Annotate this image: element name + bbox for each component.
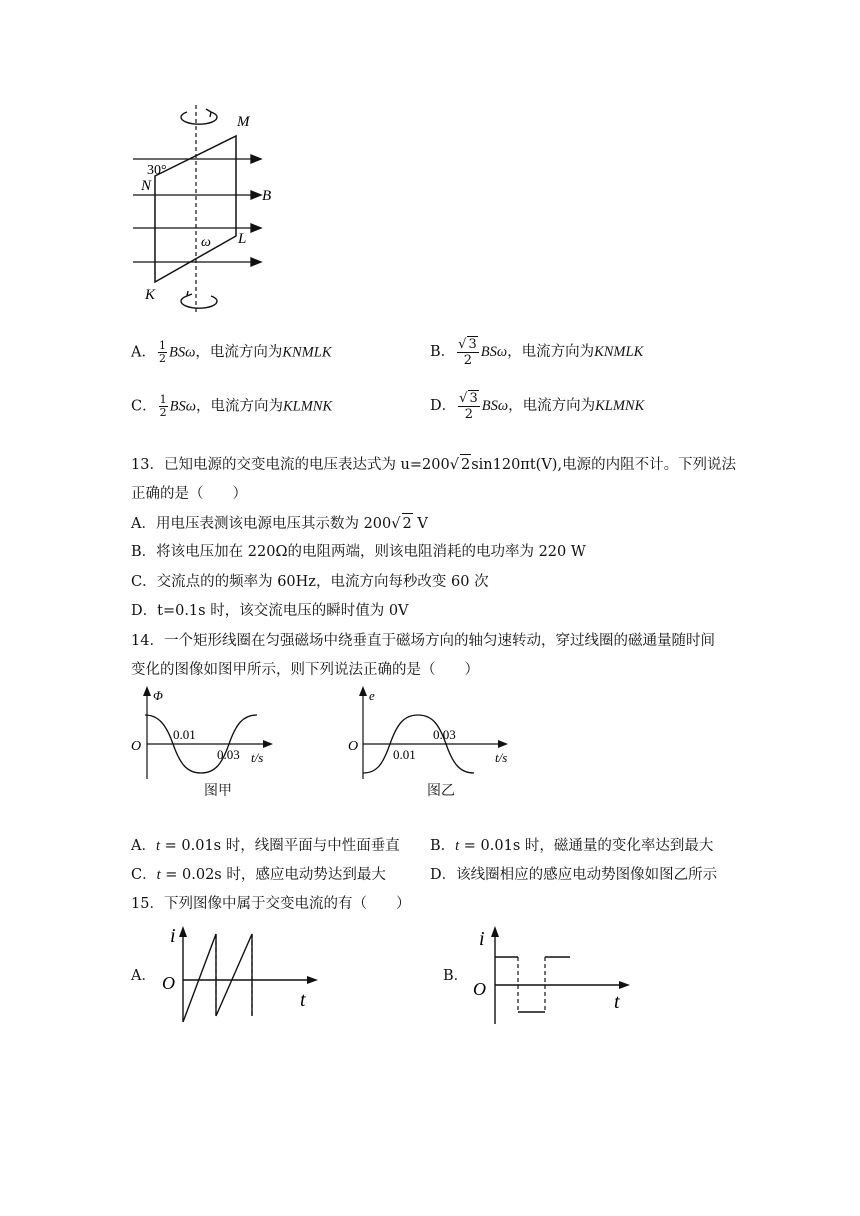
svg-text:L: L: [238, 231, 247, 247]
q14-option-d[interactable]: D．该线圈相应的感应电动势图像如图乙所示: [430, 867, 718, 883]
svg-text:ω: ω: [201, 235, 211, 250]
q15-stem: 15．下列图像中属于交变电流的有（ ）: [131, 896, 411, 912]
svg-text:t/s: t/s: [495, 750, 508, 765]
svg-text:0.03: 0.03: [217, 747, 240, 762]
svg-text:N: N: [141, 178, 152, 194]
svg-text:O: O: [162, 973, 175, 993]
svg-text:O: O: [473, 979, 486, 999]
svg-text:O: O: [348, 739, 359, 754]
q14-option-b[interactable]: B．t = 0.01s 时，磁通量的变化率达到最大: [430, 838, 714, 854]
rotation-arrow-top-icon: [181, 112, 217, 124]
rotation-arrow-bottom-icon: [181, 296, 217, 308]
svg-text:O: O: [131, 739, 142, 754]
q15-option-a-letter[interactable]: A．: [131, 968, 156, 984]
svg-text:30°: 30°: [147, 163, 167, 178]
svg-text:t: t: [300, 989, 306, 1011]
q13-option-c[interactable]: C．交流点的的频率为 60Hz，电流方向每秒改变 60 次: [131, 574, 489, 590]
svg-text:e: e: [369, 688, 375, 703]
q12-option-a[interactable]: A． $\frac{1}{2}$ BSω，电流方向为KNMLK: [131, 339, 332, 365]
svg-text:0.03: 0.03: [433, 727, 456, 742]
q13-stem-line2: 正确的是（ ）: [131, 486, 247, 502]
sawtooth-curve: [183, 934, 252, 1022]
svg-text:i: i: [479, 928, 485, 950]
q12-option-d[interactable]: D． $\frac{√ 3}{2}$ BSω，电流方向为KLMNK: [430, 391, 645, 422]
q15-graph-b[interactable]: [470, 922, 640, 1032]
svg-text:t: t: [614, 991, 620, 1013]
svg-text:i: i: [170, 925, 176, 947]
svg-text:t/s: t/s: [251, 750, 264, 765]
svg-text:K: K: [145, 287, 156, 303]
q14-option-a[interactable]: A．t = 0.01s 时，线圈平面与中性面垂直: [131, 838, 400, 854]
q14-stem-line2: 变化的图像如图甲所示，则下列说法正确的是（ ）: [131, 662, 479, 678]
q12-option-c[interactable]: C． $\frac{1}{2}$ BSω，电流方向为KLMNK: [131, 393, 333, 419]
q14-option-c[interactable]: C．t = 0.02s 时，感应电动势达到最大: [131, 867, 386, 883]
figure-yi-caption: 图乙: [427, 783, 455, 799]
q14-stem-line1: 14．一个矩形线圈在匀强磁场中绕垂直于磁场方向的轴匀速转动，穿过线圈的磁通量随时间: [131, 633, 715, 649]
coil-figure: [125, 100, 285, 320]
svg-text:B: B: [262, 188, 272, 204]
figure-jia-caption: 图甲: [204, 783, 232, 799]
q13-stem-line1: 13．已知电源的交变电流的电压表达式为 u=200√ 2sin120πt(V),电源的内阻不计。下列说法: [131, 454, 736, 475]
q15-graph-a[interactable]: [158, 922, 328, 1032]
q15-option-b-letter[interactable]: B．: [443, 968, 469, 984]
svg-text:0.01: 0.01: [173, 727, 196, 742]
q13-option-b[interactable]: B．将该电压加在 220Ω的电阻两端，则该电阻消耗的电功率为 220 W: [131, 544, 586, 560]
q13-option-a[interactable]: A．用电压表测该电源电压其示数为 200√ 2 V: [131, 513, 428, 534]
svg-text:M: M: [237, 114, 250, 130]
svg-text:Φ: Φ: [153, 688, 163, 703]
q12-option-b[interactable]: B． $\frac{√ 3}{2}$ BSω，电流方向为KNMLK: [430, 337, 644, 368]
svg-text:0.01: 0.01: [393, 747, 416, 762]
q13-option-d[interactable]: D．t=0.1s 时，该交流电压的瞬时值为 0V: [131, 603, 409, 619]
